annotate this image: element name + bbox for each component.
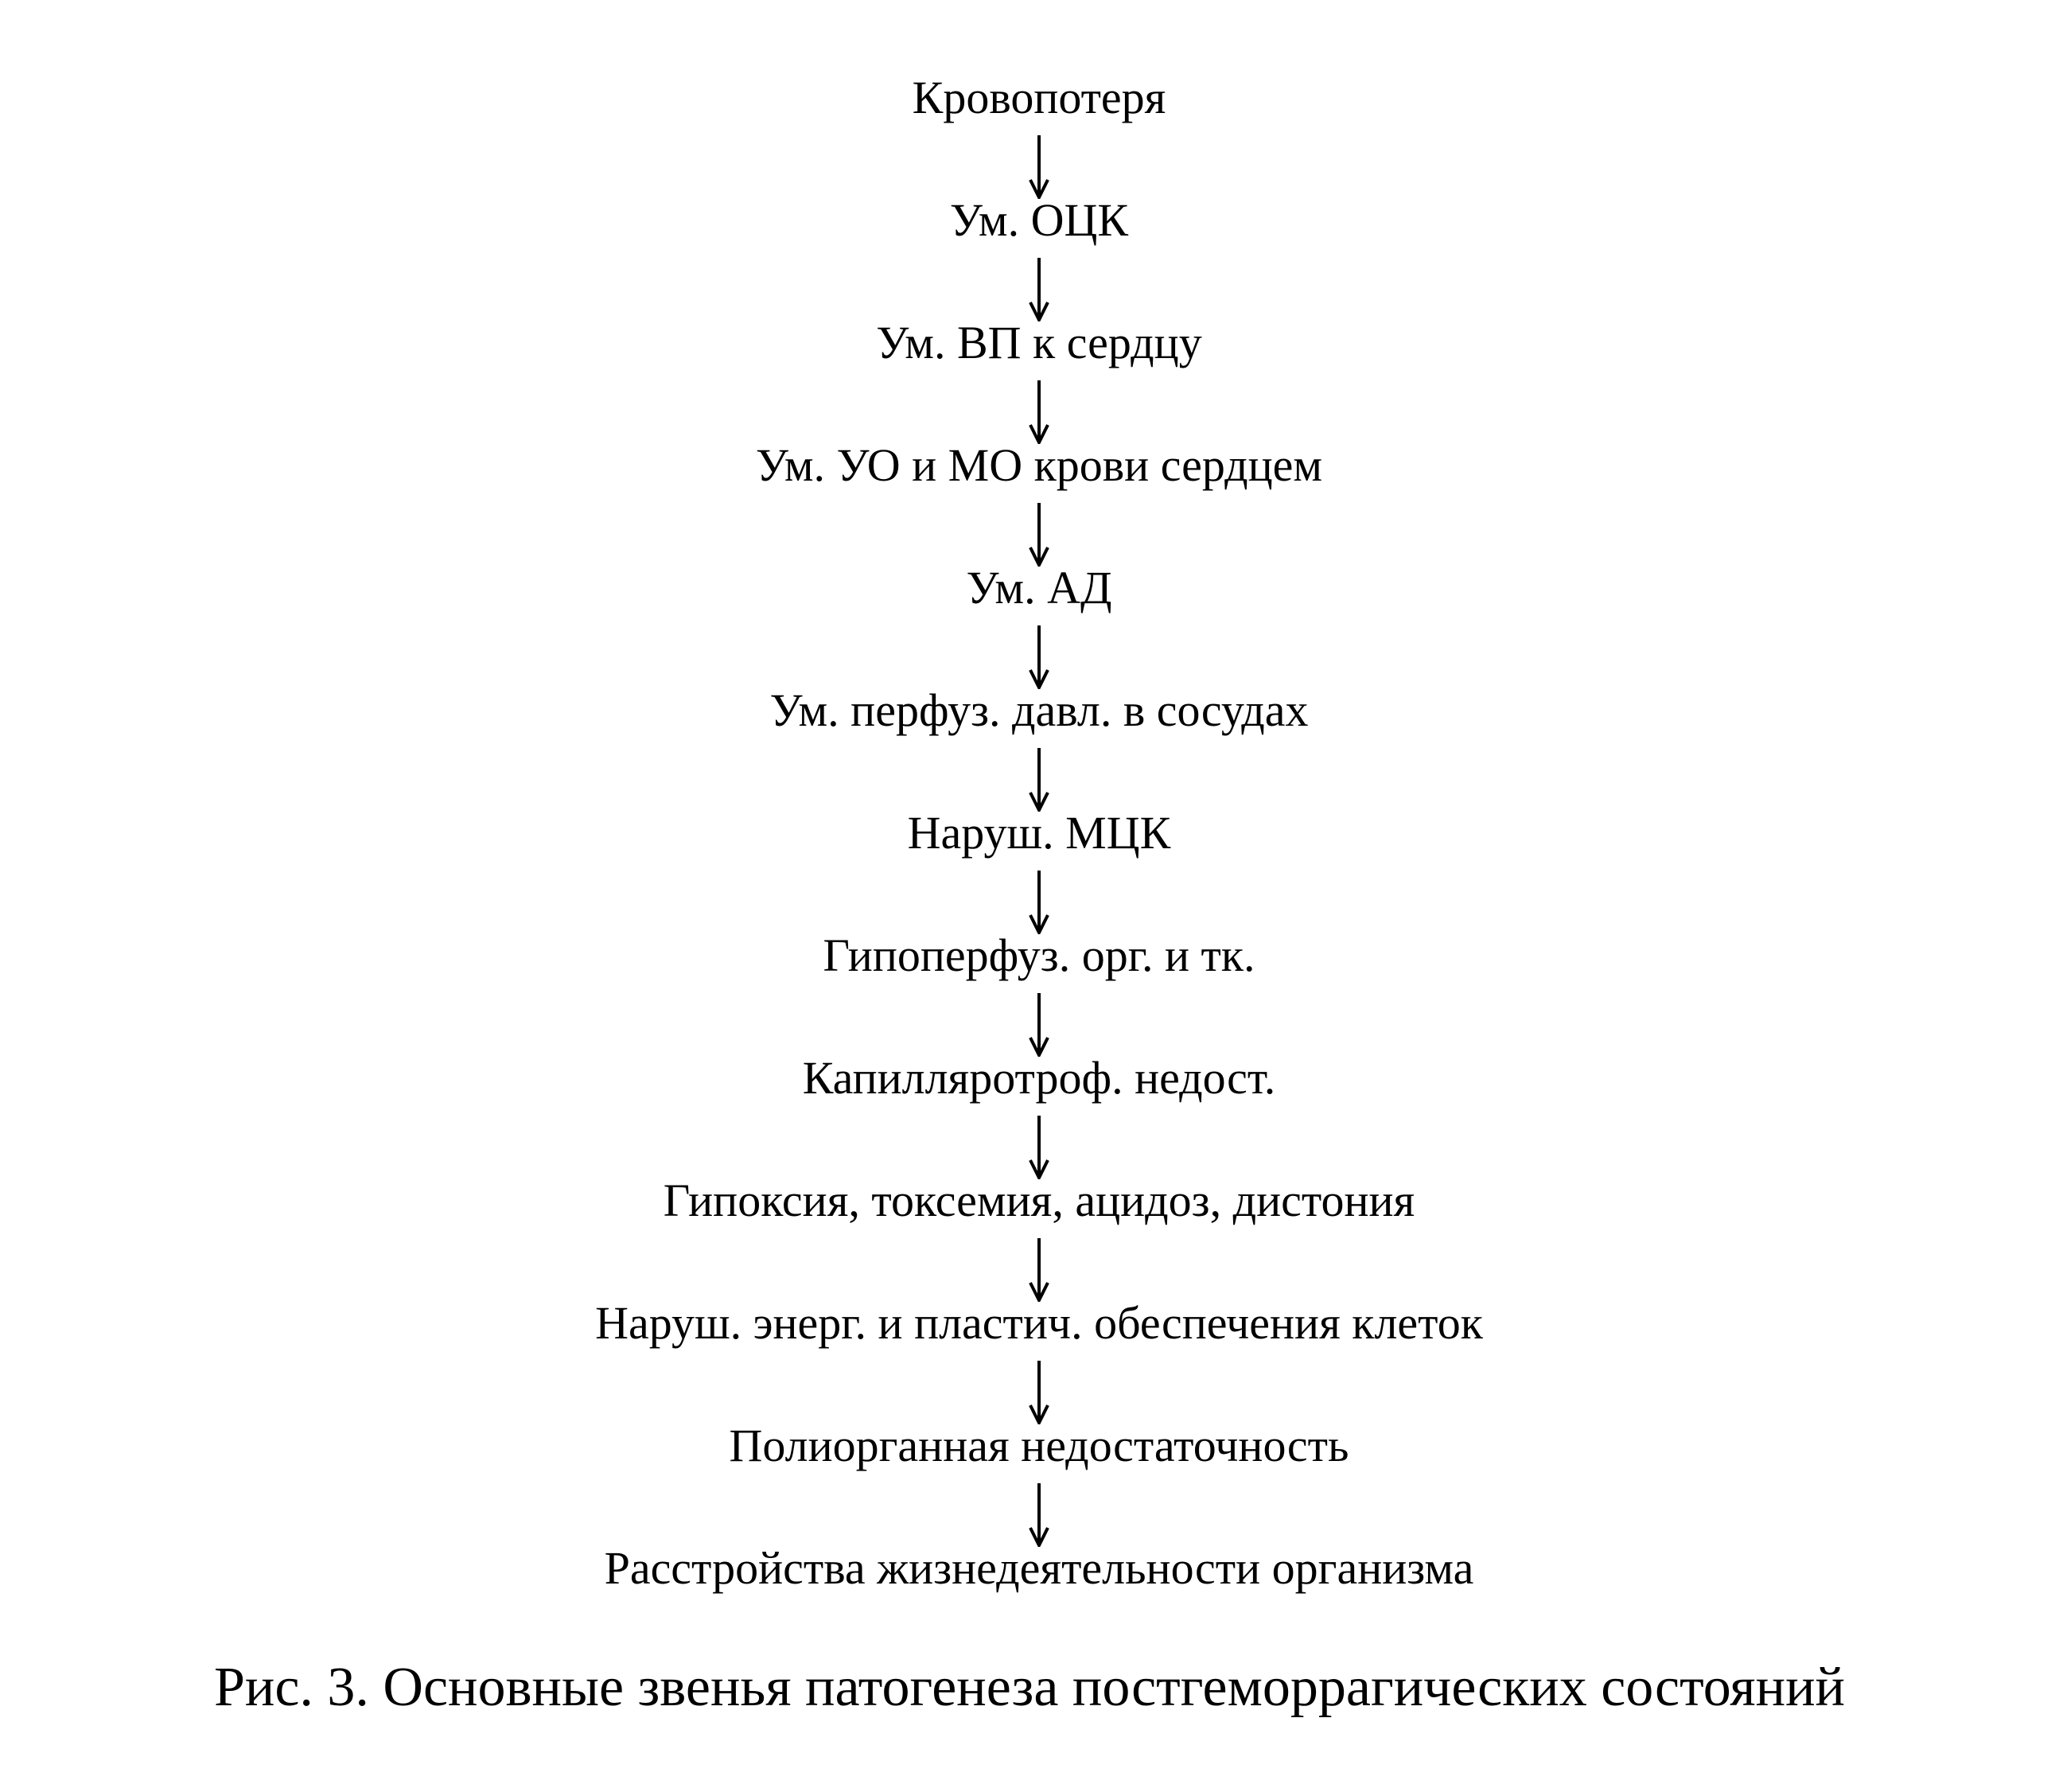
down-arrow-icon (1029, 1359, 1049, 1424)
flow-step-4: Ум. УО и МО крови сердцем (755, 439, 1323, 491)
flow-step-1: Кровопотеря (912, 72, 1166, 123)
flow-step-9: Капилляротроф. недост. (802, 1052, 1276, 1104)
flow-step-6: Ум. перфуз. давл. в сосудах (769, 684, 1309, 736)
flow-step-13: Расстройства жизнедеятельности организма (604, 1542, 1474, 1594)
down-arrow-icon (1029, 501, 1049, 567)
down-arrow-icon (1029, 1114, 1049, 1179)
figure-caption: Рис. 3. Основные звенья патогенеза постгеморрагических состояний (213, 1657, 1846, 1718)
flow-step-11: Наруш. энерг. и пластич. обеспечения клеток (595, 1297, 1483, 1349)
down-arrow-icon (1029, 991, 1049, 1057)
flow-step-2: Ум. ОЦК (949, 194, 1129, 246)
down-arrow-icon (1029, 869, 1049, 934)
flow-step-12: Полиорганная недостаточность (729, 1420, 1349, 1471)
flow-step-10: Гипоксия, токсемия, ацидоз, дистония (663, 1175, 1415, 1226)
down-arrow-icon (1029, 746, 1049, 812)
down-arrow-icon (1029, 379, 1049, 444)
flow-step-5: Ум. АД (966, 562, 1112, 614)
down-arrow-icon (1029, 256, 1049, 321)
flow-step-3: Ум. ВП к сердцу (876, 317, 1202, 368)
down-arrow-icon (1029, 1482, 1049, 1547)
flow-step-7: Наруш. МЦК (907, 807, 1171, 859)
down-arrow-icon (1029, 1237, 1049, 1302)
down-arrow-icon (1029, 624, 1049, 689)
flow-step-8: Гипоперфуз. орг. и тк. (823, 929, 1255, 981)
down-arrow-icon (1029, 134, 1049, 199)
